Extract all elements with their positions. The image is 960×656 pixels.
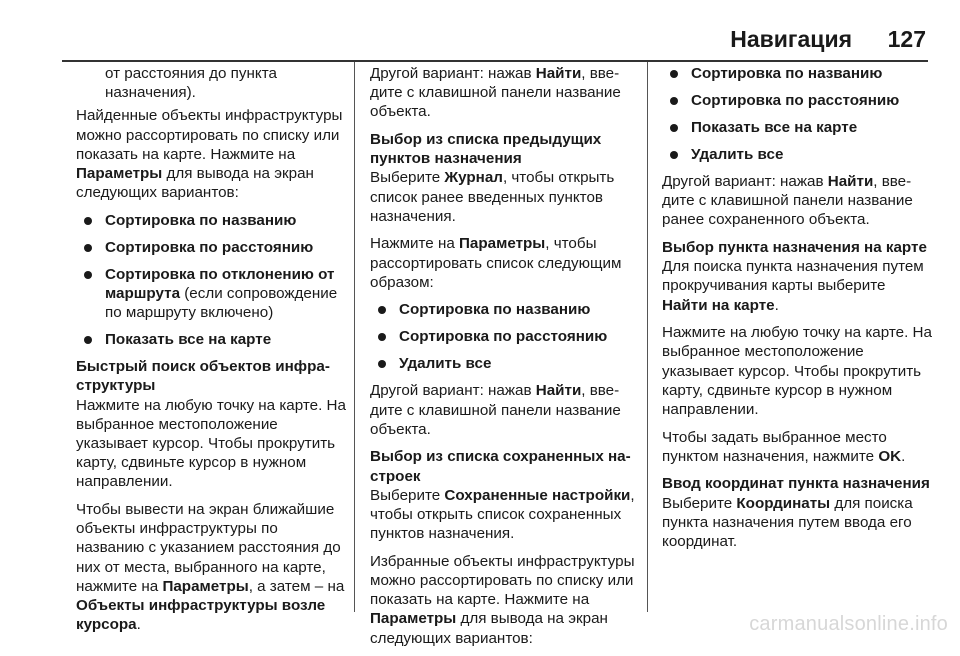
subsection-heading: Выбор из списка сохраненных настроек [370,448,631,485]
watermark: carmanualsonline.info [749,613,948,635]
paragraph: Нажмите на Параметры, чтобы рассортировать список следующим образом: [370,235,622,291]
list-item: Сортировка по названию [662,64,934,83]
option-list [662,64,934,164]
subsection: Выбор пункта назначения на карте Для поиска пункта назначения путем прокручивания карты выберите Найти на карте. [662,238,934,315]
list-item: Сортировка по названию [370,300,642,319]
option-list [370,300,642,373]
paragraph: Чтобы вывести на экран ближайшие объекты инфраструктуры по названию с указанием расстояния до них от места, выбранного на карте, нажмите на Параметры, а затем – на Объекты инфраструктуры возле курсора. [76,501,345,634]
list-item: Сортировка по расстоянию [662,91,934,110]
list-item: Сортировка по расстоянию [76,238,348,257]
paragraph: Другой вариант: нажав Найти, введите с клавишной панели название ранее сохраненного объекта. [662,173,913,229]
paragraph: Найденные объекты инфраструктуры можно рассортировать по списку или показать на карте. Нажмите на Параметры для вывода на экран следующих вариантов: [76,107,343,202]
page-header [62,22,928,62]
section-title: Навигация [730,26,852,52]
subsection-heading: Ввод координат пункта назначения [662,475,930,493]
paragraph: Нажмите на любую точку на карте. На выбранное местоположение указывает курсор. Чтобы прокрутить карту, сдвиньте курсор в нужном направлении. [662,324,932,419]
list-item: Удалить все [370,354,642,373]
subsection-heading: Выбор пункта назначения на карте [662,239,927,256]
list-item: Показать все на карте [76,330,348,349]
bullet-icon [84,336,92,344]
subsection: Ввод координат пункта назначения Выберите Координаты для поиска пункта назначения путем ввода его координат. [662,474,934,551]
page-number: 127 [887,26,926,52]
bullet-icon [670,124,678,132]
bullet-icon [670,97,678,105]
paragraph: Чтобы задать выбранное место пунктом назначения, нажмите OK. [662,428,906,465]
subsection-heading: Выбор из списка предыдущих пунктов назначения [370,131,602,168]
subsection: Выбор из списка предыдущих пунктов назначения Выберите Журнал, чтобы открыть список ранее введенных пунктов назначения. [370,130,642,226]
column-3 [662,64,934,560]
bullet-icon [378,360,386,368]
list-item: Сортировка по отклонению от маршрута (если сопровождение по маршруту включено) [76,265,348,323]
bullet-icon [378,333,386,341]
bullet-icon [378,306,386,314]
bullet-icon [84,217,92,225]
column-2 [370,64,642,656]
paragraph: Другой вариант: нажав Найти, введите с клавишной панели название объекта. [370,382,621,438]
list-item: Удалить все [662,145,934,164]
list-item: Сортировка по названию [76,211,348,230]
bullet-icon [670,70,678,78]
bullet-icon [84,271,92,279]
list-item: Показать все на карте [662,118,934,137]
bullet-icon [670,151,678,159]
header-rule [62,60,928,62]
continued-text: от расстояния до пункта назначения). [105,65,277,102]
paragraph: Другой вариант: нажав Найти, введите с клавишной панели название объекта. [370,65,621,121]
option-list [76,211,348,350]
subsection: Выбор из списка сохраненных настроек Выберите Сохраненные настройки, чтобы открыть список сохраненных пунктов назначения. [370,447,642,543]
column-divider [354,62,355,612]
subsection: Быстрый поиск объектов инфраструктуры Нажмите на любую точку на карте. На выбранное местоположение указывает курсор. Чтобы прокрутить карту, сдвиньте курсор в нужном направлении. [76,357,348,491]
column-1 [76,64,348,643]
column-divider [647,62,648,612]
list-item: Сортировка по расстоянию [370,327,642,346]
subsection-heading: Быстрый поиск объектов инфраструктуры [76,358,330,395]
bullet-icon [84,244,92,252]
paragraph: Избранные объекты инфраструктуры можно рассортировать по списку или показать на карте. Нажмите на Параметры для вывода на экран следующих вариантов: [370,552,635,647]
